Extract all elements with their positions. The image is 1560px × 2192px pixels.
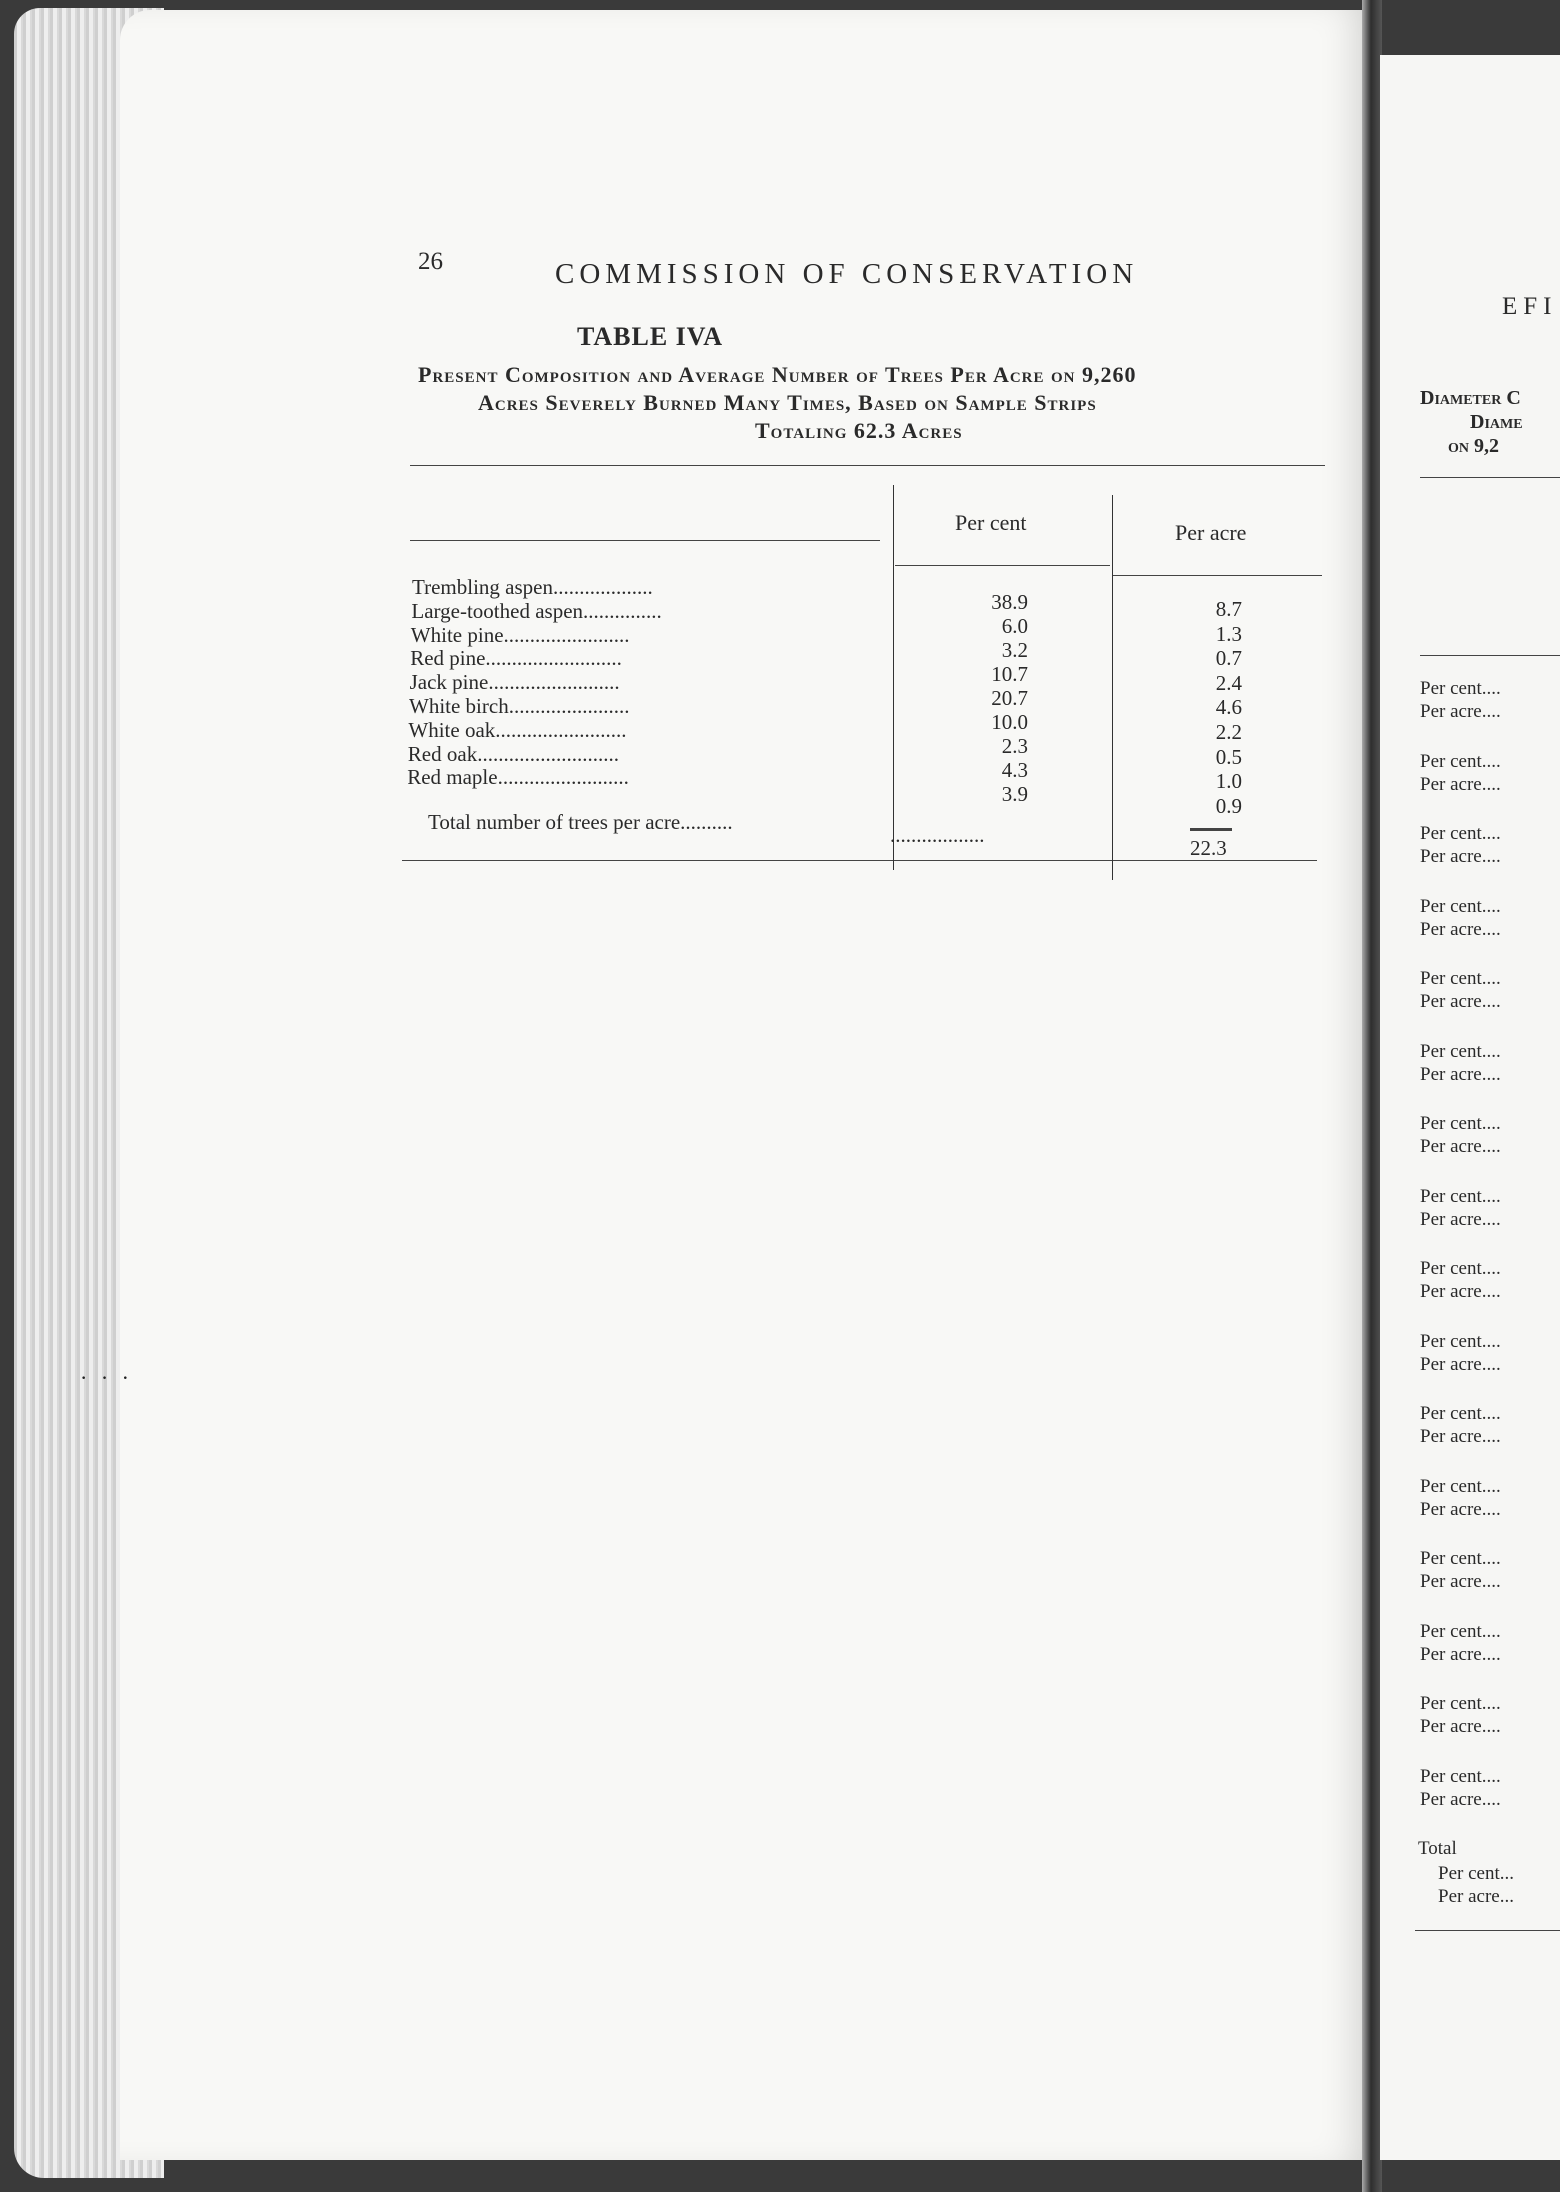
cell-percent: 20.7 bbox=[991, 686, 1028, 710]
right-row-per-acre: Per acre.... bbox=[1420, 1571, 1501, 1592]
cell-per-acre: 1.3 bbox=[1215, 621, 1242, 646]
right-total-per-cent: Per cent... bbox=[1438, 1863, 1514, 1884]
cell-percent: 10.7 bbox=[991, 662, 1028, 686]
right-row-per-acre: Per acre.... bbox=[1420, 918, 1501, 940]
cell-percent: 6.0 bbox=[1001, 614, 1028, 638]
cell-percent: 2.3 bbox=[1001, 734, 1028, 758]
cell-per-acre: 8.7 bbox=[1215, 597, 1242, 621]
right-row-per-cent: Per cent.... bbox=[1420, 1548, 1501, 1569]
right-row-per-acre: Per acre.... bbox=[1420, 1281, 1501, 1302]
right-caption-line-3: on 9,2 bbox=[1448, 435, 1499, 457]
row-label: Large-toothed aspen............... bbox=[411, 598, 662, 623]
col2-head-rule bbox=[1112, 575, 1322, 576]
cell-per-acre: 2.4 bbox=[1215, 670, 1242, 695]
right-caption-line-1: Diameter C bbox=[1420, 387, 1521, 409]
total-sum-rule bbox=[1190, 828, 1232, 831]
column-divider-2 bbox=[1112, 495, 1113, 880]
total-leader-dots: .................. bbox=[890, 823, 985, 847]
cell-percent: 3.2 bbox=[1001, 638, 1028, 662]
cell-percent: 3.9 bbox=[1001, 782, 1028, 806]
row-label: White pine........................ bbox=[410, 622, 630, 647]
right-row-per-acre: Per acre.... bbox=[1420, 1208, 1501, 1230]
right-row-per-acre: Per acre.... bbox=[1420, 1788, 1501, 1810]
table-title: TABLE IVA bbox=[576, 322, 724, 351]
right-row-per-cent: Per cent.... bbox=[1420, 750, 1501, 772]
right-row-per-acre: Per acre.... bbox=[1420, 1498, 1501, 1520]
cell-percent: 10.0 bbox=[991, 710, 1028, 734]
right-row-per-cent: Per cent.... bbox=[1420, 895, 1501, 917]
right-row-per-cent: Per cent.... bbox=[1420, 1403, 1501, 1424]
cell-per-acre: 0.7 bbox=[1215, 646, 1242, 671]
row-label: Trembling aspen................... bbox=[412, 575, 653, 599]
cell-percent: 38.9 bbox=[991, 590, 1028, 614]
cell-per-acre: 0.5 bbox=[1215, 744, 1242, 769]
right-caption-line-2: Diame bbox=[1470, 411, 1523, 433]
right-row-per-acre: Per acre.... bbox=[1420, 1353, 1501, 1375]
row-label: Red pine.......................... bbox=[410, 646, 622, 671]
right-row-per-cent: Per cent.... bbox=[1420, 1330, 1501, 1352]
right-row-per-acre: Per acre.... bbox=[1420, 1426, 1501, 1447]
right-row-per-cent: Per cent.... bbox=[1420, 1765, 1501, 1787]
column-header-per-acre: Per acre bbox=[1175, 520, 1247, 545]
table-top-rule bbox=[410, 465, 1325, 466]
table-caption-line-2: Acres Severely Burned Many Times, Based on Sample Strips bbox=[478, 390, 1097, 415]
right-row-per-acre: Per acre.... bbox=[1420, 1136, 1501, 1157]
right-row-per-cent: Per cent.... bbox=[1420, 1258, 1501, 1279]
right-row-per-acre: Per acre.... bbox=[1420, 773, 1501, 795]
col1-head-rule bbox=[895, 565, 1110, 566]
cell-percent: 4.3 bbox=[1001, 758, 1028, 782]
cell-per-acre: 4.6 bbox=[1215, 695, 1242, 720]
right-total-label: Total bbox=[1418, 1838, 1457, 1859]
right-row-per-acre: Per acre.... bbox=[1420, 1063, 1501, 1085]
right-row-per-cent: Per cent.... bbox=[1420, 1693, 1501, 1714]
stray-marks: · · · bbox=[80, 1365, 133, 1390]
right-table-bottom-rule bbox=[1415, 1930, 1560, 1931]
cell-per-acre: 1.0 bbox=[1215, 769, 1242, 794]
right-row-per-cent: Per cent.... bbox=[1420, 1475, 1501, 1497]
right-row-per-cent: Per cent.... bbox=[1420, 823, 1501, 844]
right-row-per-cent: Per cent.... bbox=[1420, 1040, 1501, 1062]
row-label: Jack pine......................... bbox=[409, 670, 620, 695]
stub-head-rule bbox=[410, 540, 880, 541]
column-header-percent: Per cent bbox=[955, 510, 1027, 535]
right-table-top-rule bbox=[1420, 477, 1560, 478]
right-total-per-acre: Per acre... bbox=[1438, 1886, 1514, 1907]
cell-per-acre: 2.2 bbox=[1215, 720, 1242, 744]
row-label: Red maple......................... bbox=[407, 765, 629, 790]
row-label: White oak......................... bbox=[408, 717, 627, 742]
book-gutter bbox=[1362, 0, 1382, 2192]
right-row-per-cent: Per cent.... bbox=[1420, 678, 1501, 699]
right-row-per-acre: Per acre.... bbox=[1420, 1716, 1501, 1737]
total-label: Total number of trees per acre.......... bbox=[428, 810, 733, 834]
page-number: 26 bbox=[418, 248, 443, 275]
right-running-head: EFI bbox=[1502, 293, 1558, 320]
cell-per-acre: 0.9 bbox=[1215, 793, 1242, 818]
row-label: White birch....................... bbox=[409, 694, 630, 718]
right-page bbox=[1380, 55, 1560, 2160]
right-row-per-acre: Per acre.... bbox=[1420, 846, 1501, 867]
right-row-per-cent: Per cent.... bbox=[1420, 1185, 1501, 1207]
table-bottom-rule bbox=[402, 860, 1317, 861]
total-per-acre: 22.3 bbox=[1190, 836, 1227, 860]
right-row-per-cent: Per cent.... bbox=[1420, 968, 1501, 989]
table-caption-line-3: Totaling 62.3 Acres bbox=[755, 418, 963, 443]
right-row-per-acre: Per acre.... bbox=[1420, 701, 1501, 722]
running-head: COMMISSION OF CONSERVATION bbox=[555, 258, 1139, 290]
right-row-per-acre: Per acre.... bbox=[1420, 991, 1501, 1012]
right-row-per-cent: Per cent.... bbox=[1420, 1113, 1501, 1134]
right-stub-rule bbox=[1420, 655, 1560, 656]
right-row-per-cent: Per cent.... bbox=[1420, 1620, 1501, 1642]
right-row-per-acre: Per acre.... bbox=[1420, 1643, 1501, 1665]
table-caption-line-1: Present Composition and Average Number of Trees Per Acre on 9,260 bbox=[418, 362, 1137, 387]
column-divider-1 bbox=[893, 485, 894, 870]
row-label: Red oak........................... bbox=[407, 741, 619, 766]
